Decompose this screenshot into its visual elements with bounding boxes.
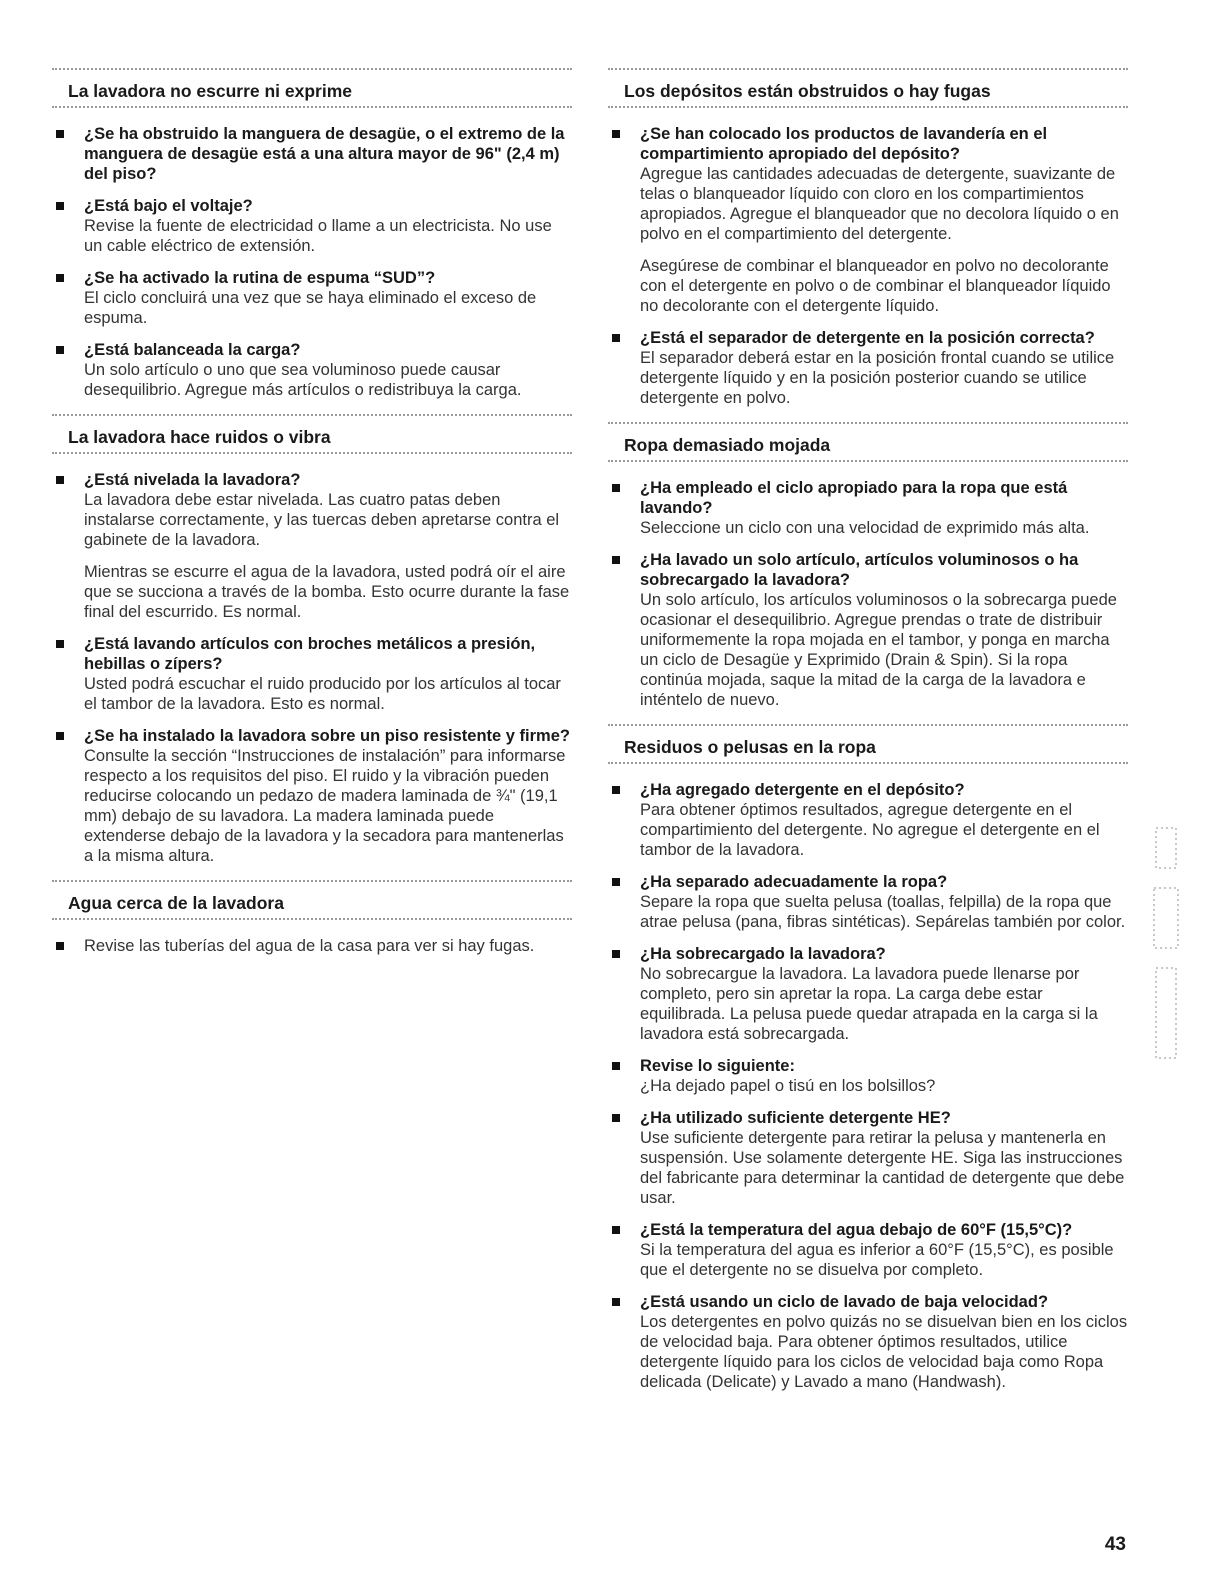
question: ¿Se ha activado la rutina de espuma “SUD”? xyxy=(84,269,436,287)
list-item xyxy=(52,268,572,328)
list-item xyxy=(608,944,1128,1044)
square-bullet-icon xyxy=(612,130,620,138)
section-heading: Ropa demasiado mojada xyxy=(608,422,1128,462)
section-dispensers xyxy=(608,68,1128,408)
list-item xyxy=(608,1056,1128,1096)
list-item xyxy=(52,340,572,400)
square-bullet-icon xyxy=(612,1114,620,1122)
section-water-near-washer xyxy=(52,880,572,956)
question: ¿Está el separador de detergente en la posición correcta? xyxy=(640,329,1095,347)
question: ¿Ha lavado un solo artículo, artículos voluminosos o ha sobrecargado la lavadora? xyxy=(640,551,1079,589)
question: ¿Está nivelada la lavadora? xyxy=(84,471,301,489)
answer: Si la temperatura del agua es inferior a 60°F (15,5°C), es posible que el detergente no se disuelva por completo. xyxy=(640,1241,1114,1279)
square-bullet-icon xyxy=(612,950,620,958)
section-too-wet xyxy=(608,422,1128,710)
answer: Seleccione un ciclo con una velocidad de exprimido más alta. xyxy=(640,519,1090,537)
answer: ¿Ha dejado papel o tisú en los bolsillos? xyxy=(640,1077,936,1095)
answer: No sobrecargue la lavadora. La lavadora puede llenarse por completo, pero sin apretar la ropa. La carga debe estar equilibrada. La pelusa puede quedar atrapada en la carga si la lavadora está sobrecargada. xyxy=(640,965,1098,1043)
answer: La lavadora debe estar nivelada. Las cuatro patas deben instalarse correctamente, y las tuercas deben apretarse contra el gabinete de la lavadora. xyxy=(84,491,560,549)
answer: Revise las tuberías del agua de la casa para ver si hay fugas. xyxy=(84,937,535,955)
list-item xyxy=(608,124,1128,316)
square-bullet-icon xyxy=(56,640,64,648)
square-bullet-icon xyxy=(56,202,64,210)
right-column xyxy=(608,68,1128,1406)
section-heading: La lavadora hace ruidos o vibra xyxy=(52,414,572,454)
question: ¿Ha sobrecargado la lavadora? xyxy=(640,945,886,963)
square-bullet-icon xyxy=(56,274,64,282)
list-item xyxy=(52,470,572,622)
question: ¿Está lavando artículos con broches metálicos a presión, hebillas o zípers? xyxy=(84,635,536,673)
list-item xyxy=(608,328,1128,408)
answer: El ciclo concluirá una vez que se haya eliminado el exceso de espuma. xyxy=(84,289,537,327)
question: ¿Se ha obstruido la manguera de desagüe, o el extremo de la manguera de desagüe está a una altura mayor de 96" (2,4 m) del piso? xyxy=(84,125,565,183)
square-bullet-icon xyxy=(612,1226,620,1234)
question: ¿Está la temperatura del agua debajo de 60°F (15,5°C)? xyxy=(640,1221,1073,1239)
list-item xyxy=(608,1292,1128,1392)
square-bullet-icon xyxy=(56,346,64,354)
answer: Un solo artículo, los artículos voluminosos o la sobrecarga puede ocasionar el desequilibrio. Agregue prendas o trate de distribuir uniformemente la ropa mojada en el tambor, y ponga en marcha un ciclo de Desagüe y Exprimido (Drain & Spin). Si la ropa continúa mojada, saque la mitad de la carga de la lavadora e inténtelo de nuevo. xyxy=(640,591,1117,709)
list-item xyxy=(52,936,572,956)
list-item xyxy=(52,196,572,256)
answer-extra: Asegúrese de combinar el blanqueador en polvo no decolorante con el detergente en polvo o de combinar el blanqueador líquido no decolorante con el detergente líquido. xyxy=(640,257,1111,315)
square-bullet-icon xyxy=(56,130,64,138)
question: ¿Ha utilizado suficiente detergente HE? xyxy=(640,1109,951,1127)
section-noise-vibration xyxy=(52,414,572,866)
square-bullet-icon xyxy=(612,1298,620,1306)
list-item xyxy=(608,478,1128,538)
list-item xyxy=(52,634,572,714)
square-bullet-icon xyxy=(56,942,64,950)
question: ¿Ha empleado el ciclo apropiado para la ropa que está lavando? xyxy=(640,479,1068,517)
answer: Separe la ropa que suelta pelusa (toallas, felpilla) de la ropa que atrae pelusa (pana, fibras sintéticas). Sepárelas también por color. xyxy=(640,893,1126,931)
square-bullet-icon xyxy=(56,476,64,484)
question: Revise lo siguiente: xyxy=(640,1057,795,1075)
answer-extra: Mientras se escurre el agua de la lavadora, usted podrá oír el aire que se succiona a través de la bomba. Esto ocurre durante la fase final del escurrido. Es normal. xyxy=(84,563,570,621)
answer: Los detergentes en polvo quizás no se disuelvan bien en los ciclos de velocidad baja. Para obtener óptimos resultados, utilice detergente líquido para los ciclos de velocidad baja como Ropa delicada (Delicate) y Lavado a mano (Handwash). xyxy=(640,1313,1128,1391)
scan-artifact-mark xyxy=(1146,818,1186,1068)
answer: Un solo artículo o uno que sea voluminoso puede causar desequilibrio. Agregue más artículos o redistribuya la carga. xyxy=(84,361,522,399)
section-no-drain xyxy=(52,68,572,400)
question: ¿Está usando un ciclo de lavado de baja velocidad? xyxy=(640,1293,1049,1311)
square-bullet-icon xyxy=(612,1062,620,1070)
list-item xyxy=(608,550,1128,710)
list-item xyxy=(608,1108,1128,1208)
answer: El separador deberá estar en la posición frontal cuando se utilice detergente líquido y en la posición posterior cuando se utilice detergente en polvo. xyxy=(640,349,1115,407)
question: ¿Está balanceada la carga? xyxy=(84,341,301,359)
section-heading: Agua cerca de la lavadora xyxy=(52,880,572,920)
left-column xyxy=(52,68,572,970)
section-heading: Los depósitos están obstruidos o hay fugas xyxy=(608,68,1128,108)
answer: Revise la fuente de electricidad o llame a un electricista. No use un cable eléctrico de extensión. xyxy=(84,217,552,255)
question: ¿Se han colocado los productos de lavandería en el compartimiento apropiado del depósito? xyxy=(640,125,1048,163)
square-bullet-icon xyxy=(56,732,64,740)
square-bullet-icon xyxy=(612,334,620,342)
section-heading: La lavadora no escurre ni exprime xyxy=(52,68,572,108)
list-item xyxy=(608,1220,1128,1280)
answer: Usted podrá escuchar el ruido producido por los artículos al tocar el tambor de la lavadora. Esto es normal. xyxy=(84,675,561,713)
question: ¿Ha agregado detergente en el depósito? xyxy=(640,781,965,799)
list-item xyxy=(608,872,1128,932)
page-number: 43 xyxy=(1104,1534,1126,1555)
square-bullet-icon xyxy=(612,484,620,492)
answer: Use suficiente detergente para retirar la pelusa y mantenerla en suspensión. Use solamente detergente HE. Siga las instrucciones del fabricante para determinar la cantidad de detergente que debe usar. xyxy=(640,1129,1125,1207)
list-item xyxy=(608,780,1128,860)
answer: Para obtener óptimos resultados, agregue detergente en el compartimiento del detergente. No agregue el detergente en el tambor de la lavadora. xyxy=(640,801,1100,859)
list-item xyxy=(52,726,572,866)
answer: Agregue las cantidades adecuadas de detergente, suavizante de telas o blanqueador líquido con cloro en los compartimientos apropiados. Agregue el blanqueador que no decolora líquido o en polvo en el compartimiento del detergente. xyxy=(640,165,1119,243)
question: ¿Está bajo el voltaje? xyxy=(84,197,253,215)
answer: Consulte la sección “Instrucciones de instalación” para informarse respecto a los requisitos del piso. El ruido y la vibración pueden reducirse colocando un pedazo de madera laminada de ¾" (19,1 mm) debajo de su lavadora. La madera laminada puede extenderse debajo de la lavadora y la secadora para mantenerlas a la misma altura. xyxy=(84,747,566,865)
square-bullet-icon xyxy=(612,556,620,564)
list-item xyxy=(52,124,572,184)
square-bullet-icon xyxy=(612,786,620,794)
section-lint-residue xyxy=(608,724,1128,1392)
question: ¿Se ha instalado la lavadora sobre un piso resistente y firme? xyxy=(84,727,570,745)
square-bullet-icon xyxy=(612,878,620,886)
question: ¿Ha separado adecuadamente la ropa? xyxy=(640,873,948,891)
section-heading: Residuos o pelusas en la ropa xyxy=(608,724,1128,764)
